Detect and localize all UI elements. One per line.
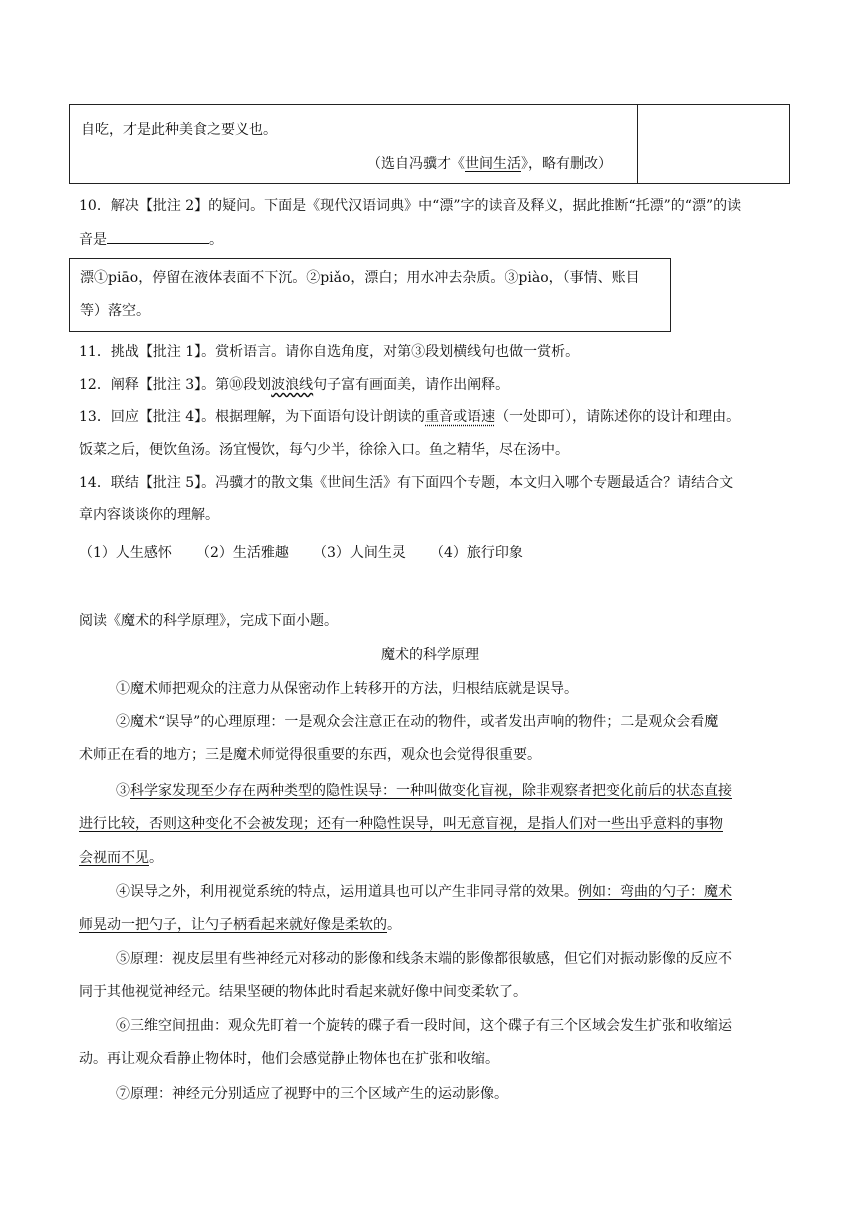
dictionary-entry-box [69, 258, 671, 332]
question-10-line2: 音是 。 [79, 229, 223, 248]
option-3: （3）人间生灵 [313, 545, 406, 561]
question-13: 13．回应【批注 4】。根据理解，为下面语句设计朗读的重音或语速（一处即可），请陈述你的设计和理由。 [79, 409, 741, 425]
option-4: （4）旅行印象 [430, 545, 523, 561]
question-14-line2: 章内容谈谈你的理解。 [79, 507, 219, 523]
question-13-sentence: 饭菜之后，便饮鱼汤。汤宜慢饮，每勺少半，徐徐入口。鱼之精华，尽在汤中。 [79, 442, 569, 458]
reading-intro: 阅读《魔术的科学原理》，完成下面小题。 [79, 613, 338, 629]
question-10-line1: 10．解决【批注 2】的疑问。下面是《现代汉语词典》中“漂”字的读音及释义，据此推断“托漂”的“漂”的读 [79, 198, 742, 214]
paragraph-4-line1: ④误导之外，利用视觉系统的特点，运用道具也可以产生非同寻常的效果。例如：弯曲的勺子：魔术 [116, 884, 732, 900]
excerpt-box [69, 104, 790, 184]
box-divider [637, 105, 638, 183]
question-11: 11．挑战【批注 1】。赏析语言。请你自选角度，对第③段划横线句也做一赏析。 [79, 344, 580, 360]
answer-blank[interactable] [107, 229, 209, 244]
paragraph-6-line2: 动。再让观众看静止物体时，他们会感觉静止物体也在扩张和收缩。 [79, 1051, 499, 1067]
source-book-title: 世间生活 [465, 156, 521, 172]
emphasis-dotted: 重音或语速 [425, 409, 496, 425]
dictionary-line1: 漂①piāo，停留在液体表面不下沉。②piǎo，漂白；用水冲去杂质。③piào，（事情、账目 [80, 270, 640, 286]
paragraph-3-line1: ③科学家发现至少存在两种类型的隐性误导：一种叫做变化盲视，除非观察者把变化前后的状态直接 [116, 783, 732, 799]
paragraph-7: ⑦原理：神经元分别适应了视野中的三个区域产生的运动影像。 [116, 1086, 508, 1102]
article-title: 魔术的科学原理 [381, 647, 479, 663]
paragraph-3-line3: 会视而不见。 [79, 850, 163, 866]
wavy-line-label: 波浪线 [271, 377, 314, 393]
excerpt-last-line: 自吃，才是此种美食之要义也。 [81, 122, 277, 138]
excerpt-source: （选自冯骥才《世间生活》，略有删改） [367, 156, 612, 172]
paragraph-2-line2: 术师正在看的地方；三是魔术师觉得很重要的东西，观众也会觉得很重要。 [79, 747, 541, 763]
option-1: （1）人生感怀 [79, 545, 172, 561]
paragraph-1: ①魔术师把观众的注意力从保密动作上转移开的方法，归根结底就是误导。 [116, 681, 578, 697]
question-12: 12．阐释【批注 3】。第⑩段划波浪线句子富有画面美，请作出阐释。 [79, 377, 510, 393]
paragraph-4-line2: 师晃动一把勺子，让勺子柄看起来就好像是柔软的。 [79, 917, 401, 933]
paragraph-6-line1: ⑥三维空间扭曲：观众先盯着一个旋转的碟子看一段时间，这个碟子有三个区域会发生扩张和收缩运 [116, 1018, 732, 1034]
paragraph-3-line2: 进行比较，否则这种变化不会被发现；还有一种隐性误导，叫无意盲视，是指人们对一些出乎意料的事物 [79, 816, 723, 832]
option-2: （2）生活雅趣 [196, 545, 289, 561]
paragraph-5-line2: 同于其他视觉神经元。结果坚硬的物体此时看起来就好像中间变柔软了。 [79, 984, 527, 1000]
question-14-line1: 14．联结【批注 5】。冯骥才的散文集《世间生活》有下面四个专题，本文归入哪个专题最适合？请结合文 [79, 475, 734, 491]
dictionary-line2: 等）落空。 [80, 303, 150, 319]
paragraph-5-line1: ⑤原理：视皮层里有些神经元对移动的影像和线条末端的影像都很敏感，但它们对振动影像的反应不 [116, 951, 732, 967]
paragraph-2-line1: ②魔术“误导”的心理原理：一是观众会注意正在动的物件，或者发出声响的物件；二是观众会看魔 [116, 714, 719, 730]
